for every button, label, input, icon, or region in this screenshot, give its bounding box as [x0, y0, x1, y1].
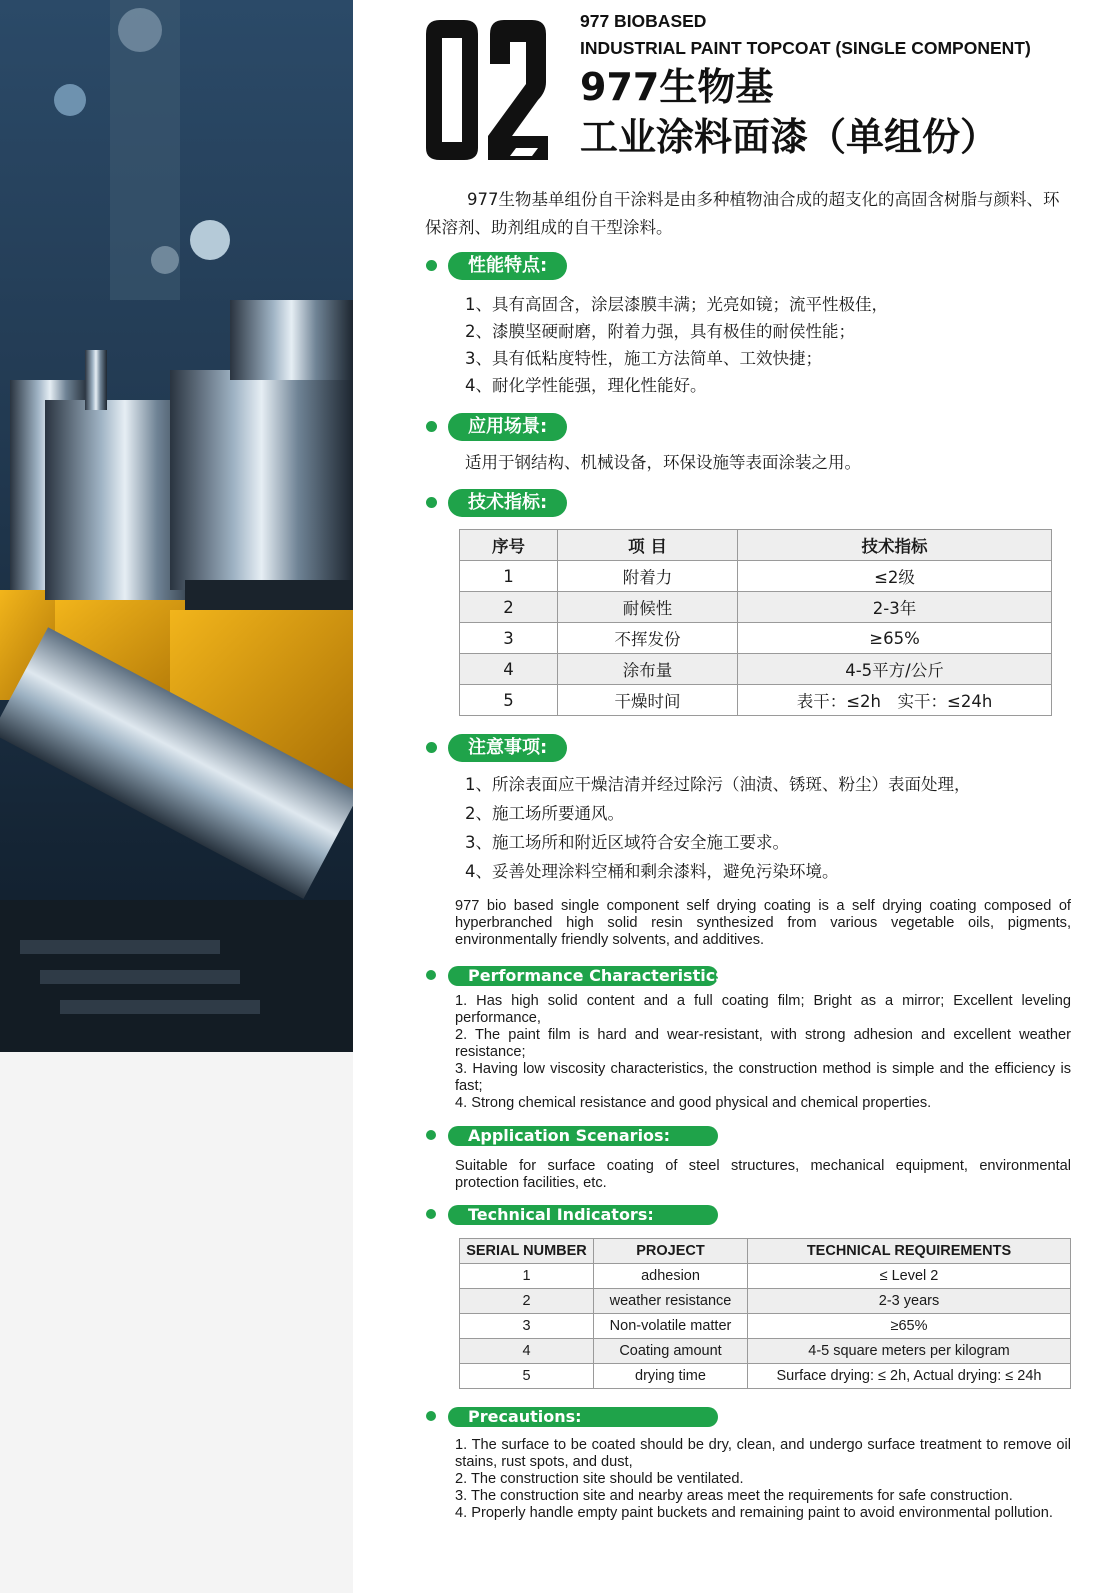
- en-scenarios-text: [425, 1158, 1071, 1192]
- header-en-line1: 977 BIOBASED: [580, 11, 707, 31]
- table-header-cell: SERIAL NUMBER: [460, 1239, 594, 1264]
- table-cell: 耐候性: [558, 592, 738, 623]
- en-features-title: Performance Characteristics:: [448, 966, 718, 986]
- table-header-row: [460, 530, 1052, 561]
- list-item: 1、具有高固含，涂层漆膜丰满；光亮如镜；流平性极佳，: [465, 295, 888, 314]
- en-indicators-title: Technical Indicators:: [448, 1205, 718, 1225]
- table-cell: 3: [460, 1314, 594, 1339]
- list-item: 1. Has high solid content and a full coating film; Bright as a mirror; Excellent leveling performance,: [455, 993, 1071, 1026]
- table-row: [460, 1314, 1071, 1339]
- table-header-cell: TECHNICAL REQUIREMENTS: [748, 1239, 1071, 1264]
- list-item: 3. The construction site and nearby areas meet the requirements for safe construction.: [455, 1488, 1013, 1504]
- zh-precautions-list: [465, 770, 1065, 886]
- table-header-cell: 项 目: [558, 530, 738, 561]
- table-cell: weather resistance: [594, 1289, 748, 1314]
- zh-intro-paragraph: 977生物基单组份自干涂料是由多种植物油合成的超支化的高固含树脂与颜料、环保溶剂、助剂组成的自干型涂料。: [425, 190, 1060, 237]
- zh-precautions-title: 注意事项:: [448, 734, 567, 762]
- list-item: 2、施工场所要通风。: [465, 804, 624, 823]
- bullet-dot-icon: [426, 1130, 436, 1140]
- table-cell: 4: [460, 1339, 594, 1364]
- bullet-dot-icon: [426, 970, 436, 980]
- list-item: 2. The paint film is hard and wear-resistant, with strong adhesion and excellent weather resistance;: [455, 1027, 1071, 1060]
- table-cell: ≤2级: [738, 561, 1052, 592]
- table-header-row: [460, 1239, 1071, 1264]
- table-cell: adhesion: [594, 1264, 748, 1289]
- table-cell: 4-5 square meters per kilogram: [748, 1339, 1071, 1364]
- table-row: [460, 1289, 1071, 1314]
- header-zh-line1: 977生物基: [580, 65, 774, 109]
- bullet-dot-icon: [426, 742, 437, 753]
- industrial-machinery-photo: [0, 0, 353, 1052]
- header-english-title: [580, 8, 1031, 62]
- list-item: 4、耐化学性能强，理化性能好。: [465, 376, 707, 395]
- table-cell: 4-5平方/公斤: [738, 654, 1052, 685]
- en-scenarios-body: Suitable for surface coating of steel structures, mechanical equipment, environmental protection facilities, etc.: [455, 1158, 1071, 1191]
- en-precautions-list: [425, 1437, 1071, 1522]
- header-en-line2: INDUSTRIAL PAINT TOPCOAT (SINGLE COMPONENT): [580, 38, 1031, 58]
- table-cell: 5: [460, 685, 558, 716]
- section-number-graphic: [420, 20, 570, 160]
- table-row: [460, 1364, 1071, 1389]
- header-zh-line2: 工业涂料面漆（单组份）: [580, 115, 999, 159]
- table-cell: Surface drying: ≤ 2h, Actual drying: ≤ 24h: [748, 1364, 1071, 1389]
- list-item: 1、所涂表面应干燥洁清并经过除污（油渍、锈斑、粉尘）表面处理，: [465, 775, 971, 794]
- list-item: 4. Properly handle empty paint buckets and remaining paint to avoid environmental pollution.: [455, 1505, 1053, 1521]
- table-row: [460, 561, 1052, 592]
- table-cell: 5: [460, 1364, 594, 1389]
- list-item: 3、具有低粘度特性，施工方法简单、工效快捷；: [465, 349, 822, 368]
- table-row: [460, 1264, 1071, 1289]
- list-item: 2. The construction site should be ventilated.: [455, 1471, 744, 1487]
- list-item: 3. Having low viscosity characteristics, the construction method is simple and the efficiency is fast;: [455, 1061, 1071, 1094]
- bullet-dot-icon: [426, 1209, 436, 1219]
- list-item: 1. The surface to be coated should be dry, clean, and undergo surface treatment to remove oil stains, rust spots, and dust,: [455, 1437, 1071, 1470]
- en-intro-text: 977 bio based single component self drying coating is a self drying coating composed of hyperbranched high solid resin synthesized from various vegetable oils, pigments, environmentally friendly solvents, and additives.: [455, 898, 1071, 948]
- table-cell: drying time: [594, 1364, 748, 1389]
- bullet-dot-icon: [426, 421, 437, 432]
- table-header-cell: 技术指标: [738, 530, 1052, 561]
- table-cell: 2-3年: [738, 592, 1052, 623]
- table-row: [460, 1339, 1071, 1364]
- table-cell: 不挥发份: [558, 623, 738, 654]
- zh-scenarios-title: 应用场景:: [448, 413, 567, 441]
- table-cell: 3: [460, 623, 558, 654]
- table-cell: 1: [460, 1264, 594, 1289]
- table-cell: 干燥时间: [558, 685, 738, 716]
- table-cell: 涂布量: [558, 654, 738, 685]
- table-cell: ≥65%: [748, 1314, 1071, 1339]
- list-item: 4. Strong chemical resistance and good physical and chemical properties.: [455, 1095, 932, 1111]
- zh-indicators-title: 技术指标:: [448, 489, 567, 517]
- header-chinese-title: [580, 62, 998, 162]
- list-item: 4、妥善处理涂料空桶和剩余漆料，避免污染环境。: [465, 862, 839, 881]
- table-cell: Non-volatile matter: [594, 1314, 748, 1339]
- list-item: 3、施工场所和附近区域符合安全施工要求。: [465, 833, 789, 852]
- zh-features-list: [465, 291, 1065, 399]
- en-precautions-title: Precautions:: [448, 1407, 718, 1427]
- table-cell: Coating amount: [594, 1339, 748, 1364]
- table-cell: 2: [460, 1289, 594, 1314]
- en-features-list: [425, 993, 1071, 1112]
- table-row: [460, 654, 1052, 685]
- list-item: 2、漆膜坚硬耐磨，附着力强，具有极佳的耐侯性能；: [465, 322, 855, 341]
- zh-indicators-table: [459, 529, 1052, 716]
- bullet-dot-icon: [426, 260, 437, 271]
- table-cell: 4: [460, 654, 558, 685]
- table-cell: ≥65%: [738, 623, 1052, 654]
- table-header-cell: PROJECT: [594, 1239, 748, 1264]
- table-row: [460, 685, 1052, 716]
- zh-scenarios-text: 适用于钢结构、机械设备，环保设施等表面涂装之用。: [465, 453, 861, 472]
- table-cell: 附着力: [558, 561, 738, 592]
- table-row: [460, 623, 1052, 654]
- zh-features-title: 性能特点:: [448, 252, 567, 280]
- en-indicators-table: [459, 1238, 1071, 1389]
- table-cell: 1: [460, 561, 558, 592]
- bullet-dot-icon: [426, 497, 437, 508]
- table-cell: 2-3 years: [748, 1289, 1071, 1314]
- table-row: [460, 592, 1052, 623]
- table-cell: 表干：≤2h 实干：≤24h: [738, 685, 1052, 716]
- table-header-cell: 序号: [460, 530, 558, 561]
- table-cell: ≤ Level 2: [748, 1264, 1071, 1289]
- en-intro-paragraph: [425, 898, 1071, 949]
- en-scenarios-title: Application Scenarios:: [448, 1126, 718, 1146]
- bullet-dot-icon: [426, 1411, 436, 1421]
- table-cell: 2: [460, 592, 558, 623]
